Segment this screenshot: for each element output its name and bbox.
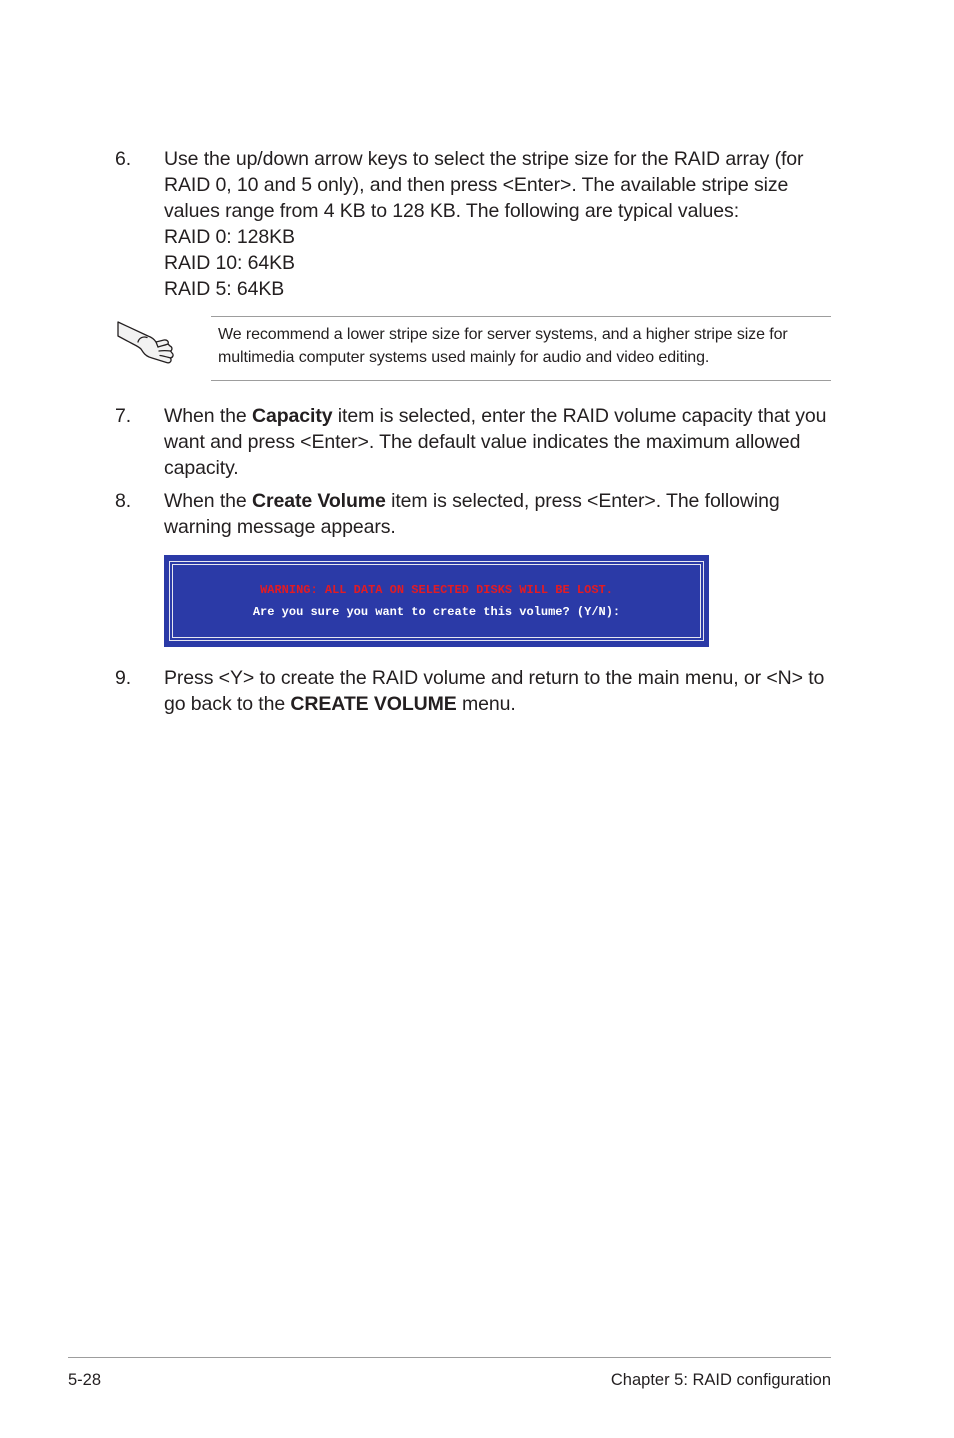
capacity-term: Capacity: [251, 405, 333, 427]
dialog-frame-inner: [172, 564, 701, 638]
create-volume-term: Create Volume: [251, 490, 386, 512]
text-run: item is selected, enter the RAID volume capacity that you want and press <Enter>. The default value indicates the maximum allowed capacity.: [164, 405, 827, 479]
step-6: [115, 146, 835, 302]
text-run: item is selected, press <Enter>. The following warning message appears.: [164, 490, 780, 538]
note-box: [211, 316, 831, 381]
step-7: [115, 403, 835, 481]
raid0-value: RAID 0: 128KB: [164, 226, 295, 248]
step-number: 7.: [115, 405, 132, 427]
step-8: [115, 488, 835, 540]
text-run: When the: [164, 490, 252, 512]
step-number: 8.: [115, 490, 132, 512]
step-text: [164, 665, 835, 717]
text-run: menu.: [456, 693, 516, 715]
chapter-title: Chapter 5: RAID configuration: [610, 1371, 831, 1389]
footer-divider: [68, 1357, 831, 1358]
create-volume-menu-term: CREATE VOLUME: [290, 693, 457, 715]
raid5-value: RAID 5: 64KB: [164, 278, 285, 300]
page-number: 5-28: [68, 1371, 102, 1389]
step-number: 9.: [115, 667, 132, 689]
raid10-value: RAID 10: 64KB: [164, 252, 295, 274]
text-run: Press <Y> to create the RAID volume and return to the main menu, or <N> to go back to the: [164, 667, 825, 715]
step-text: [164, 403, 835, 481]
step-text: [164, 488, 835, 540]
step-number: 6.: [115, 148, 132, 170]
bios-warning-dialog: [164, 555, 709, 647]
text-run: When the: [164, 405, 252, 427]
pointing-hand-icon: [114, 316, 178, 364]
note-text: We recommend a lower stripe size for server systems, and a higher stripe size for multimedia computer systems used mainly for audio and video editing.: [218, 326, 788, 366]
step-9: [115, 665, 835, 717]
step-text: Use the up/down arrow keys to select the stripe size for the RAID array (for RAID 0, 10 and 5 only), and then press <Enter>. The available stripe size values range from 4 KB to 128 KB. The following are typical values:: [164, 148, 804, 222]
warning-message: WARNING: ALL DATA ON SELECTED DISKS WILL BE LOST.: [260, 583, 613, 597]
confirm-prompt: Are you sure you want to create this volume? (Y/N):: [252, 605, 621, 619]
